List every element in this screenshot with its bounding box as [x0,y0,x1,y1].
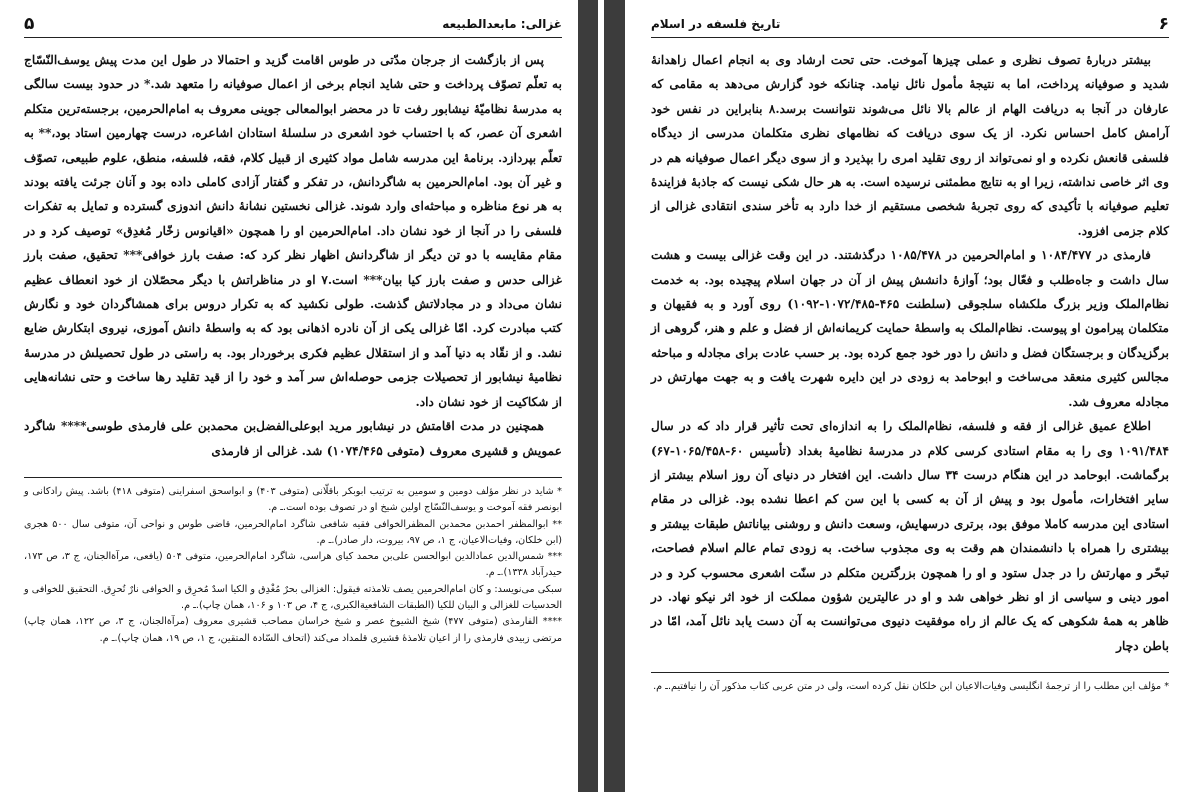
main-text [24,48,562,463]
right-page [625,0,1193,792]
left-page [0,0,578,792]
paragraph: پس از بازگشت از جرجان مدّتی در طوس اقامت گزید و احتمالا در طول این مدت پیش یوسف‌النّسّاج به تعلّم تصوّف پرداخت و حتی شاید انجام برخی از اعمال صوفیانه را متعهد شد.* در حدود بیست سالگی به مدرسهٔ نظامیّهٔ نیشابور رفت تا در محضر ابوالمعالی جوینی معروف به امام‌الحرمین، برجسته‌ترین متکلم اشعری آن عصر، که با احتساب خود اشعری در سلسلهٔ استادان اشاعره، درست چهارمین استاد بود،** به تعلّم بپردازد. برنامهٔ این مدرسه شامل مواد کثیری از قبیل کلام، فقه، فلسفه، منطق، علوم طبیعی، تصوّف و غیر آن بود. امام‌الحرمین به شاگردانش، در تفکر و گفتار آزادی کاملی داده بود و آنان جرئت یافته بودند به هر نوع مناظره و مباحثه‌ای وارد شوند. غزالی نخستین نشانهٔ دانش اندوزی گسترده و تمایل به تفکرات فلسفی را در آنجا از خود نشان داد. امام‌الحرمین او را همچون «اقیانوس زخّار مُغدِق» توصیف کرد و در مقام مقایسه با دو تن دیگر از شاگردانش اظهار نظر کرد که: صفت بارز خوافی*** تحقیق، صفت بارز غزالی حدس و صفت بارز کیا بیان*** است.۷ او در مناظراتش با دیگر محصّلان از خود انعطاف عظیم نشان می‌داد و در مجادلاتش گذشت. طولی نکشید که به تکرار دروس برای همشاگردان خود و نگارش کتب مبادرت کرد. امّا غزالی یکی از آن نادره اذهانی بود که به واسطهٔ دانش آموزی، نیروی ابتکارش ضایع نشد. و از نقّاد به دنیا آمد و از استقلال عظیم فکری برخوردار بود. به راستی در طول تحصیلش در مدرسهٔ نظامیهٔ نیشابور از تحصیلات جزمی حوصله‌اش سر آمد و خود را از قید تقلید رها ساخت و حتی نشانه‌هایی از شکاکیت از خود نشان داد. [24,53,562,409]
running-head: تاریخ فلسفه در اسلام [651,16,781,31]
footnote: *** شمس‌الدین عمادالدین ابوالحسن علی‌بن محمد کیای هراسی، شاگرد امام‌الحرمین، متوفی ۵۰۴ (یافعی، مرآةالجنان، ج ۳، ص ۱۷۳، حیدرآباد ۱۳۳۸).ـ م. [24,551,563,579]
main-text [651,48,1169,658]
footnote: * مؤلف این مطلب را از ترجمهٔ انگلیسی وفیات‌الاعیان ابن خلکان نقل کرده است، ولی در متن عربی کتاب مذکور آن را نیافتیم.ـ م. [653,681,1169,693]
book-gutter [578,0,625,792]
page-number: ۶ [1158,13,1169,34]
footnotes [651,679,1169,695]
footnote: **** الفارمذی (متوفی ۴۷۷) شیخ الشیوخ عصر و شیخ خراسان مصاحب قشیری معروف (مرآةالجنان، ج ۳، ص ۱۲۲، همان چاپ) مرتضی زبیدی فارمذی را از اعیان تلامذهٔ قشیری قلمداد می‌کند (اتحاف السّادة المتقین، ج ۱، ص ۱۹، همان چاپ).ـ م. [24,616,562,644]
paragraph: بیشتر دربارهٔ تصوف نظری و عملی چیزها آموخت. حتی تحت ارشاد وی به انجام اعمال زاهدانهٔ شدید و صوفیانه پرداخت، اما به نتیجهٔ مأمول نائل نیامد. چنانکه خود گزارش می‌دهد به مقامی که عارفان در آنجا به دریافت الهام از عالم بالا نائل می‌شوند نتوانست برسد.۸ بنابراین در نفس خود آرامش کامل احساس نکرد. از یک سوی دریافت که نظامهای نظری متکلمان مدرسی از دیدگاه فلسفی قانعش نکرده و او نمی‌تواند از روی تقلید امری را بپذیرد و از سوی دیگر اعمال صوفیانه هم در وی اثر خاصی نداشته، زیرا او به نتایج مطمئنی نرسیده است. به هر حال شکی نیست که جاذبهٔ فزایندهٔ تعلیم صوفیانه با تأکیدی که روی تجربهٔ شخصی مستقیم از خدا دارد به تأخر سندی انتقادی غزالی از کلام جزمی افزود. [651,53,1169,238]
paragraph: فارمذی در ۱۰۸۴/۴۷۷ و امام‌الحرمین در ۱۰۸۵/۴۷۸ درگذشتند. در این وقت غزالی بیست و هشت سال داشت و جاه‌طلب و فعّال بود؛ آوازهٔ دانشش پیش از آن در جهان اسلام پیچیده بود. به خدمت نظام‌الملک وزیر بزرگ ملکشاه سلجوقی (سلطنت ۴۶۵-۱۰۷۲/۴۸۵-۱۰۹۲) روی آورد و به فقیهان و متکلمان پیرامون او پیوست. نظام‌الملک به واسطهٔ حمایت کریمانه‌اش از فضل و علم و هنر، گروهی از برگزیدگان و برجستگان فضل و دانش را دور خود جمع کرده بود. بر حسب عادت برای مجادله و مباحثه مجالس کثیری منعقد می‌ساخت و ابوحامد به زودی در این دایره شهرت یافت و به جهت مهارتش در مجادله معروف شد. [651,248,1169,409]
paragraph: همچنین در مدت اقامتش در نیشابور مرید ابوعلی‌الفضل‌بن محمدبن علی فارمذی طوسی**** شاگرد عمویش و قشیری معروف (متوفی ۱۰۷۴/۴۶۵) شد. غزالی از فارمذی [24,419,562,458]
paragraph: اطلاع عمیق غزالی از فقه و فلسفه، نظام‌الملک را به اندازه‌ای تحت تأثیر قرار داد که در سال ۱۰۹۱/۴۸۴ وی را به مقام استادی کرسی کلام در مدرسهٔ نظامیهٔ بغداد (تأسیس ۶۰-۱۰۶۵/۴۵۸-۶۷) برگماشت. ابوحامد در این هنگام درست ۳۴ سال داشت. این افتخار در دنیای آن روز اسلام بیشتر از سایر افتخارات، مأمول بود و پیش از آن به کسی با این سن کم اعطا نشده بود. غزالی در مقام استادی این مدرسه کاملا موفق بود، برتری درسهایش، وسعت دانش و روشنی بیاناتش طبقات بیشتر و بیشتری را همراه با دانشمندان هم وقت به وی مجذوب ساخت. به زودی تمام عالم اسلام فصاحت، تبحّر و مهارتش را در جدل ستود و او را همچون بزرگترین متکلم در سنّت اشعری محسوب کرد و در امور دینی و سیاسی از او نظر خواهی شد و او در عالیترین شؤون مملکت از خود اثر نیکو نهاد. در ظاهر به همهٔ شکوهی که یک عالم از راه موفقیت دنیوی می‌توانست به آن دست یابد نائل آمد، امّا در باطن دچار [651,419,1169,653]
footnote-divider [651,672,1169,673]
footnotes [24,484,562,647]
page-header [24,10,562,38]
footnote: ** ابوالمظفر احمدبن محمدبن المظفرالخوافی فقیه شافعی شاگرد امام‌الحرمین، قاضی طوس و نواحی آن، متوفی سال ۵۰۰ هجری (ابن خلکان، وفیات‌الاعیان، ج ۱، ص ۹۷، بیروت، دار صادر).ـ م. [24,518,562,546]
page-header [651,10,1169,38]
footnote: * شاید در نظر مؤلف دومین و سومین به ترتیب ابوبکر باقلّانی (متوفی ۴۰۳) و ابواسحق اسفراینی (متوفی ۴۱۸) باشد. پیش رادکانی و ابونصر فقه آموخت و یوسف‌النّسّاج اولین شیخ او در تصوف بوده است.ـ م. [24,485,562,514]
footnote-divider [24,477,562,478]
page-number: ۵ [24,13,35,34]
footnote: سبکی می‌نویسد: و کان امام‌الحرمین یصف تلامذته فیقول: الغزالی بحرٌ مُغْدِق و الکیا اسدٌ مُخرِق و الخوافی نارٌ تُحرِق. التحقیق للخوافی و الحدسیات للغزالی و البیان للکیا (الطبقات الشافعیةالکبری، ج ۴، ص ۱۰۳ و ۱۰۶، همان چاپ).ـ م. [24,583,562,611]
running-head: غزالی: مابعدالطبیعه [442,16,562,31]
